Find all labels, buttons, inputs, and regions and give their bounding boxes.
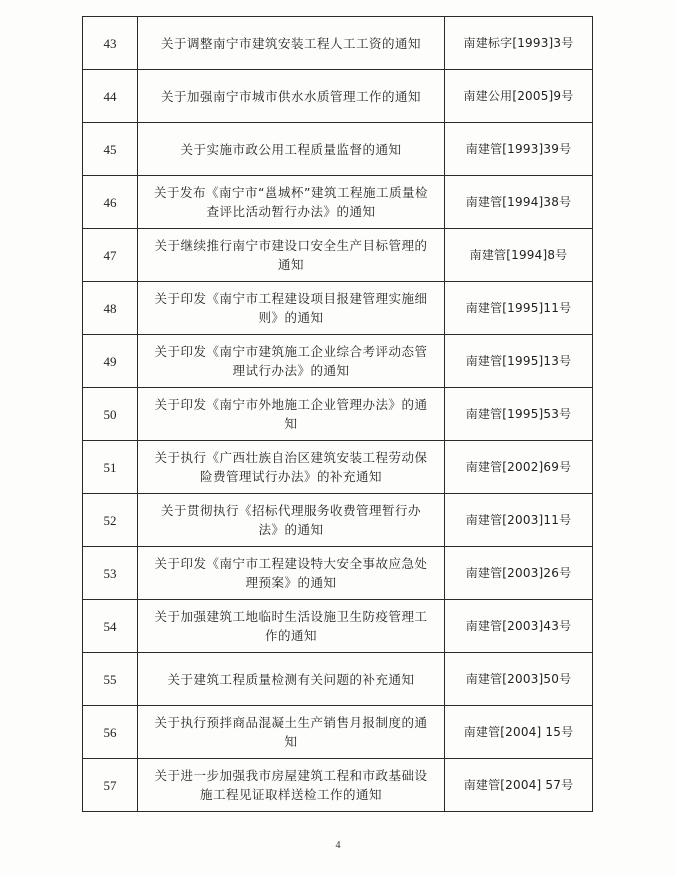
document-title: 关于印发《南宁市外地施工企业管理办法》的通知	[138, 388, 445, 441]
document-title: 关于印发《南宁市工程建设项目报建管理实施细则》的通知	[138, 282, 445, 335]
document-reference: 南建管[1994]8号	[445, 229, 593, 282]
document-title: 关于进一步加强我市房屋建筑工程和市政基础设施工程见证取样送检工作的通知	[138, 759, 445, 812]
row-number: 52	[83, 494, 138, 547]
document-reference: 南建管[1994]38号	[445, 176, 593, 229]
row-number: 51	[83, 441, 138, 494]
page-number: 4	[335, 840, 341, 851]
table-row	[83, 600, 593, 653]
table-row	[83, 123, 593, 176]
row-number: 55	[83, 653, 138, 706]
table-row	[83, 653, 593, 706]
document-title: 关于贯彻执行《招标代理服务收费管理暂行办法》的通知	[138, 494, 445, 547]
table-row	[83, 494, 593, 547]
document-title: 关于加强南宁市城市供水水质管理工作的通知	[138, 70, 445, 123]
row-number: 54	[83, 600, 138, 653]
document-reference: 南建管[2003]43号	[445, 600, 593, 653]
row-number: 49	[83, 335, 138, 388]
row-number: 53	[83, 547, 138, 600]
document-reference: 南建管[1995]13号	[445, 335, 593, 388]
document-reference: 南建管[2002]69号	[445, 441, 593, 494]
row-number: 48	[83, 282, 138, 335]
document-title: 关于执行预拌商品混凝土生产销售月报制度的通知	[138, 706, 445, 759]
row-number: 45	[83, 123, 138, 176]
document-reference: 南建管[1995]11号	[445, 282, 593, 335]
document-reference: 南建管[2003]50号	[445, 653, 593, 706]
table-body	[83, 17, 593, 812]
row-number: 46	[83, 176, 138, 229]
document-title: 关于发布《南宁市“邕城杯”建筑工程施工质量检查评比活动暂行办法》的通知	[138, 176, 445, 229]
document-title: 关于建筑工程质量检测有关问题的补充通知	[138, 653, 445, 706]
document-title: 关于继续推行南宁市建设口安全生产目标管理的通知	[138, 229, 445, 282]
document-reference: 南建公用[2005]9号	[445, 70, 593, 123]
document-list-table	[82, 16, 593, 812]
document-reference: 南建管[2003]11号	[445, 494, 593, 547]
table-row	[83, 441, 593, 494]
row-number: 57	[83, 759, 138, 812]
document-reference: 南建管[1993]39号	[445, 123, 593, 176]
document-title: 关于印发《南宁市建筑施工企业综合考评动态管理试行办法》的通知	[138, 335, 445, 388]
row-number: 56	[83, 706, 138, 759]
document-title: 关于加强建筑工地临时生活设施卫生防疫管理工作的通知	[138, 600, 445, 653]
table-row	[83, 176, 593, 229]
table-row	[83, 70, 593, 123]
row-number: 44	[83, 70, 138, 123]
document-reference: 南建管[2003]26号	[445, 547, 593, 600]
document-reference: 南建标字[1993]3号	[445, 17, 593, 70]
table-row	[83, 17, 593, 70]
table-row	[83, 759, 593, 812]
row-number: 43	[83, 17, 138, 70]
table-row	[83, 388, 593, 441]
table-row	[83, 547, 593, 600]
table-row	[83, 706, 593, 759]
document-title: 关于实施市政公用工程质量监督的通知	[138, 123, 445, 176]
document-reference: 南建管[2004] 57号	[445, 759, 593, 812]
document-title: 关于调整南宁市建筑安装工程人工工资的通知	[138, 17, 445, 70]
row-number: 50	[83, 388, 138, 441]
table-row	[83, 282, 593, 335]
table-row	[83, 335, 593, 388]
document-title: 关于执行《广西壮族自治区建筑安装工程劳动保险费管理试行办法》的补充通知	[138, 441, 445, 494]
document-title: 关于印发《南宁市工程建设特大安全事故应急处理预案》的通知	[138, 547, 445, 600]
row-number: 47	[83, 229, 138, 282]
table-row	[83, 229, 593, 282]
document-reference: 南建管[2004] 15号	[445, 706, 593, 759]
document-reference: 南建管[1995]53号	[445, 388, 593, 441]
